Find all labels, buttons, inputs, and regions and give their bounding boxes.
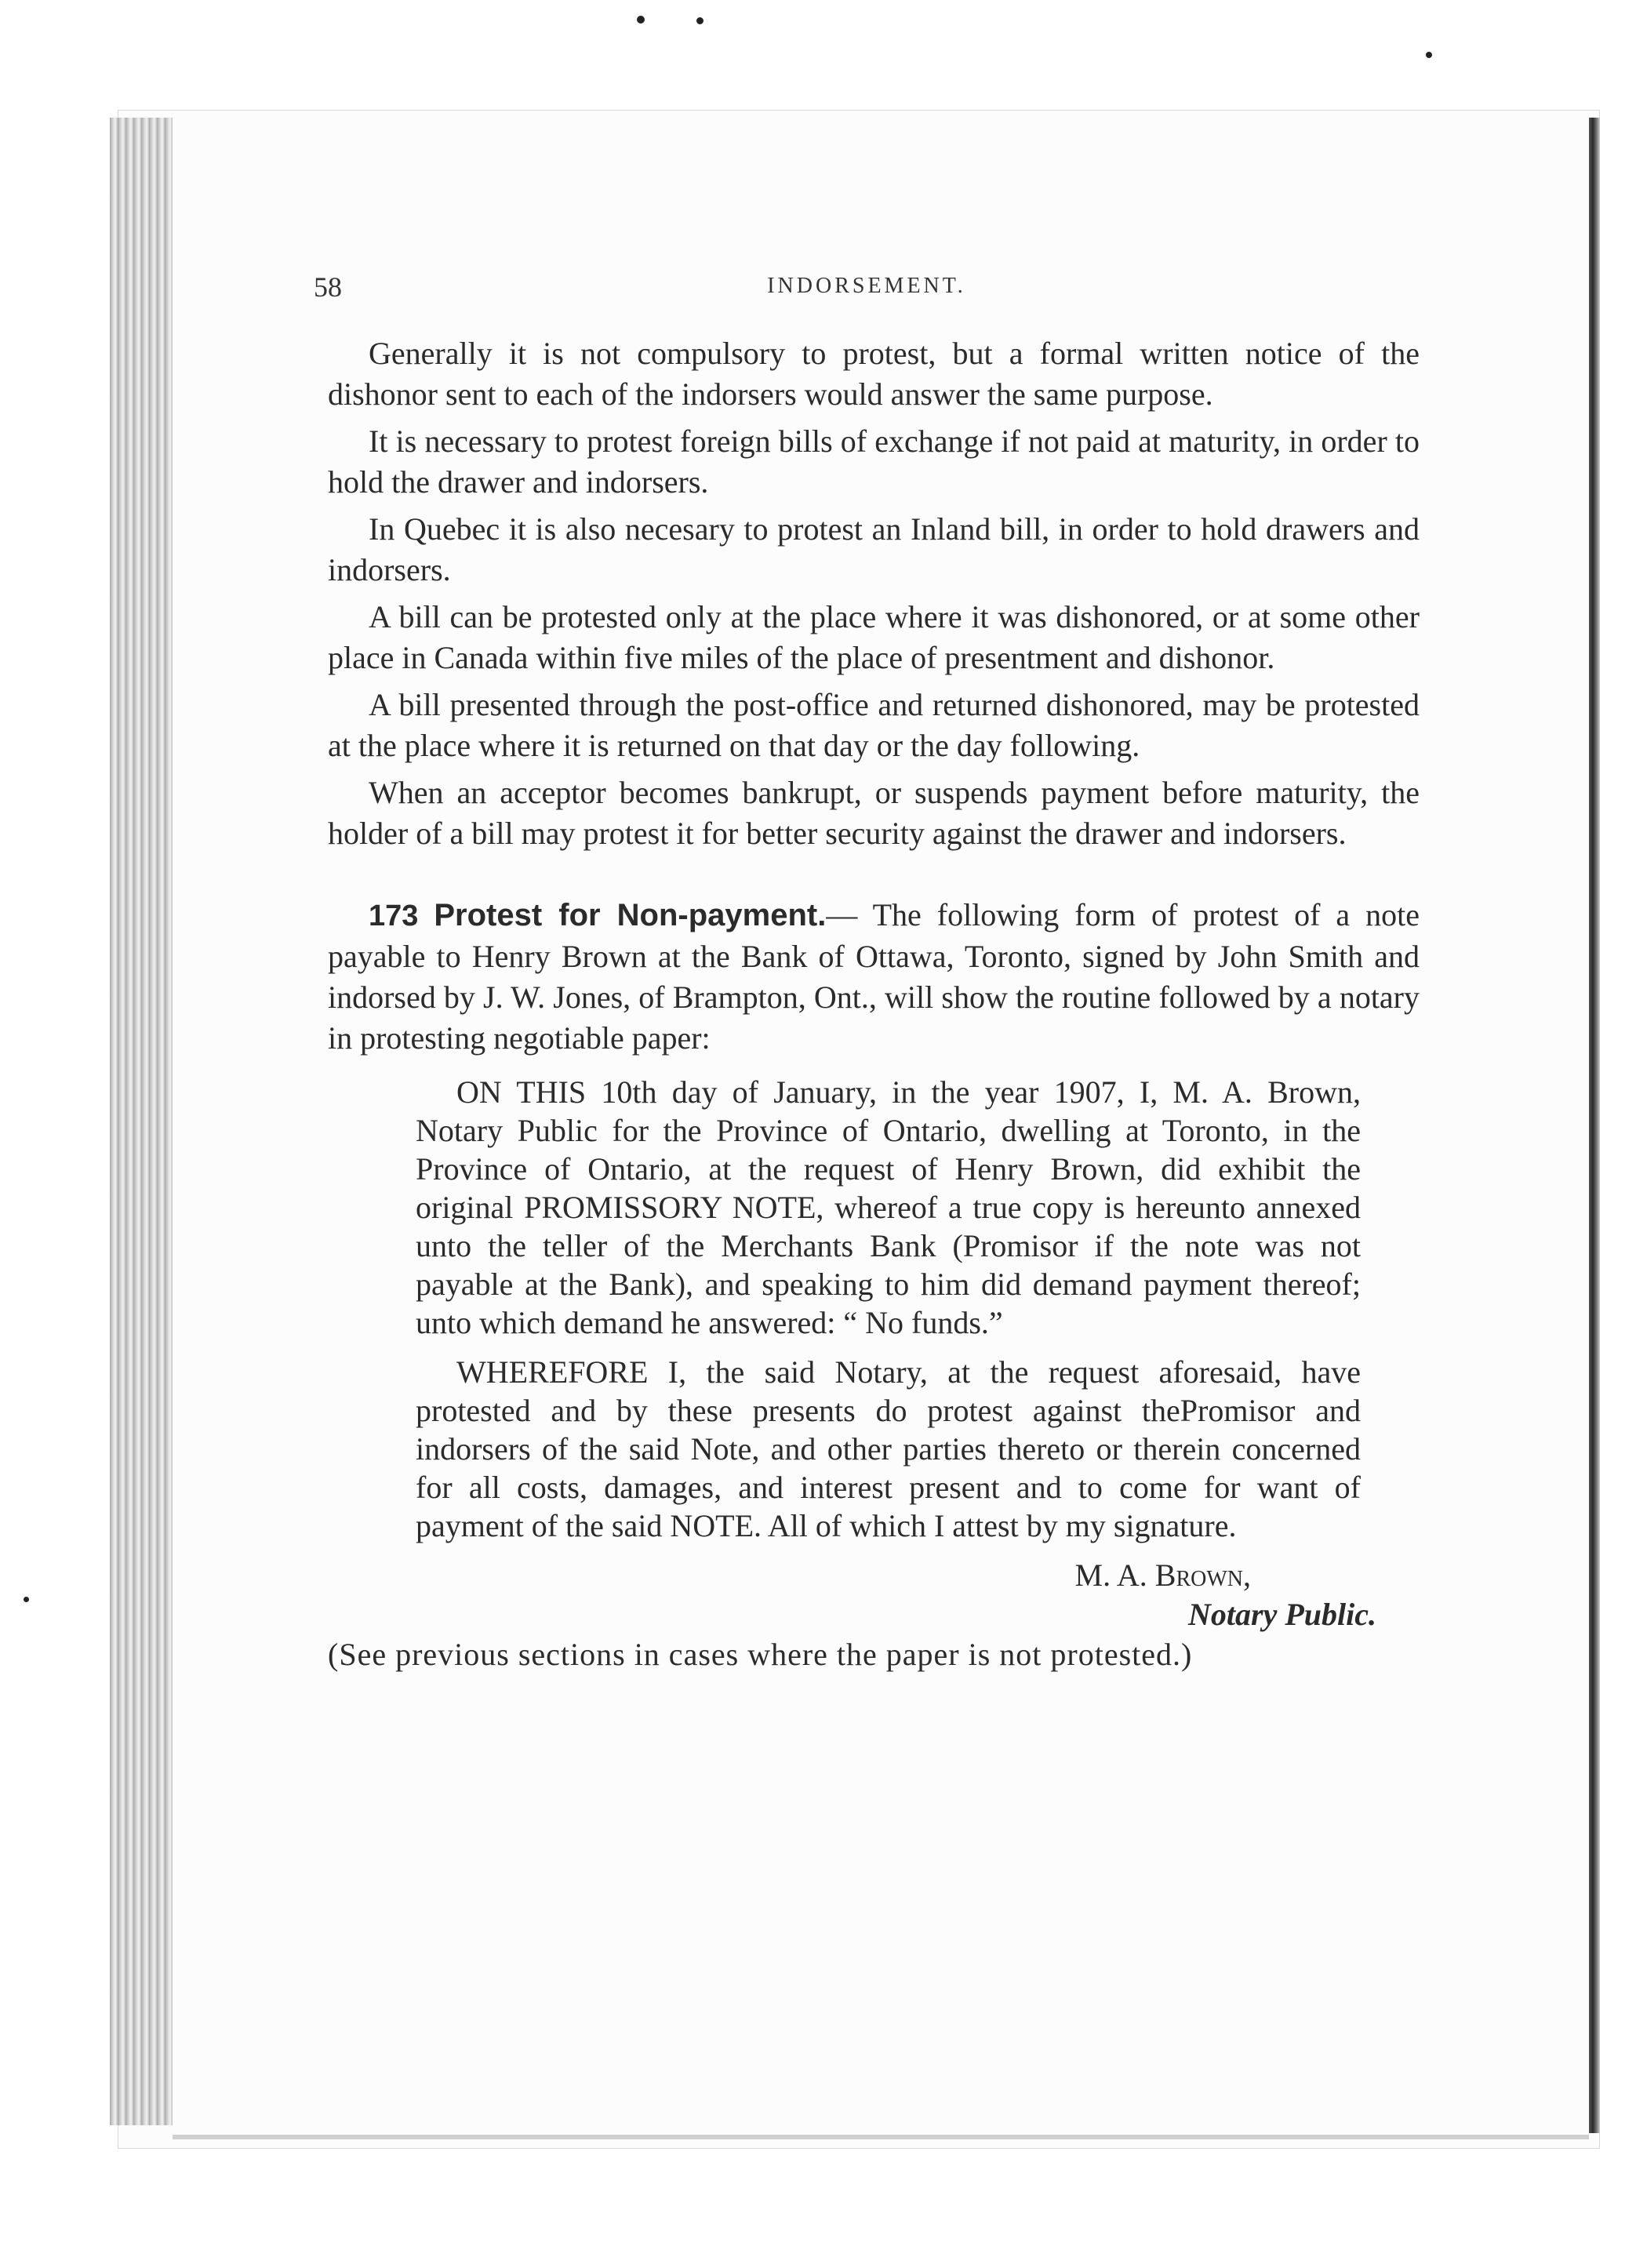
page-number: 58 [314, 271, 342, 303]
paragraph: A bill presented through the post-office and returned dishonored, may be protested at the place where it is returned on that day or the day following. [328, 687, 1420, 763]
page-body [328, 333, 1420, 1681]
signature-role: Notary Public. [1188, 1597, 1376, 1632]
form-paragraph: ON THIS 10th day of January, in the year 1907, I, M. A. Brown, Notary Public for the Province of Ontario, dwelling at Toronto, in the Province of Ontario, at the request of Henry Brown, did exhibit the original PROMISSORY NOTE, whereof a true copy is hereunto annexed unto the teller of the Merchants Bank (Promisor if the note was not payable at the Bank), and speaking to him did demand payment thereof; unto which demand he answered: “ No funds.” [416, 1074, 1361, 1340]
page-edge-right [1589, 118, 1600, 2133]
form-paragraph: WHEREFORE I, the said Notary, at the request aforesaid, have protested and by these presents do protest against thePromisor and indorsers of the said Note, and other parties thereto or therein concerned for all costs, damages, and interest present and to come for want of payment of the said NOTE. All of which I attest by my signature. [416, 1354, 1361, 1543]
running-head [314, 271, 1420, 305]
scan-speck [637, 16, 645, 24]
paragraph: When an acceptor becomes bankrupt, or suspends payment before maturity, the holder of a bill may protest it for better security against the drawer and indorsers. [328, 775, 1420, 851]
paragraph: It is necessary to protest foreign bills of exchange if not paid at maturity, in order to hold the drawer and indorsers. [328, 423, 1420, 500]
signature-block [328, 1556, 1376, 1634]
scan-speck [1426, 52, 1432, 58]
scan-speck [24, 1597, 29, 1602]
section-number: 173 [369, 900, 419, 932]
closing-note: (See previous sections in cases where the paper is not protested.) [328, 1637, 1193, 1672]
section-text: — The following form of protest of a note payable to Henry Brown at the Bank of Ottawa, Toronto, signed by John Smith and indorsed by J. W. Jones, of Brampton, Ont., will show the routine followed by a notary in protesting negotiable paper: [328, 897, 1420, 1056]
scan-speck [696, 17, 703, 24]
page-edge-left [110, 118, 173, 2125]
running-head-title: INDORSEMENT. [767, 274, 966, 298]
paragraph: A bill can be protested only at the place where it was dishonored, or at some other place in Canada within five miles of the place of presentment and dishonor. [328, 599, 1420, 675]
paragraph: In Quebec it is also necesary to protest an Inland bill, in order to hold drawers and indorsers. [328, 511, 1420, 587]
signature-name: M. A. Brown, [1074, 1557, 1251, 1593]
section-title: Protest for Non-payment. [434, 898, 827, 932]
protest-form [416, 1073, 1361, 1545]
paragraph: Generally it is not compulsory to protest, but a formal written notice of the dishonor sent to each of the indorsers would answer the same purpose. [328, 336, 1420, 412]
page-edge-bottom [173, 2135, 1589, 2139]
section-173 [328, 895, 1420, 1059]
